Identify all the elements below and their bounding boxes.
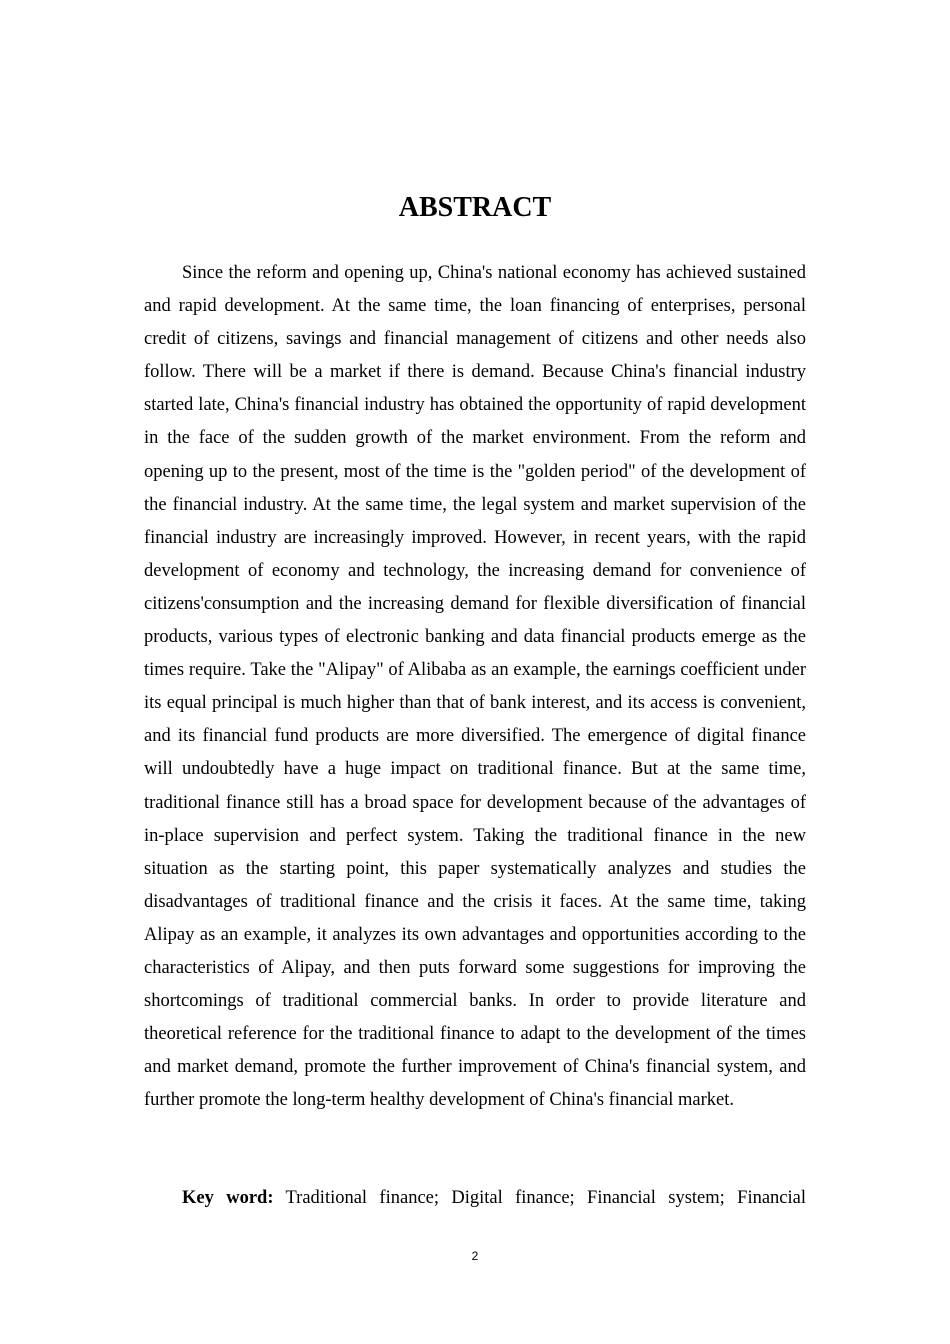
abstract-body: Since the reform and opening up, China's national economy has achieved sustained and rapid development. At the same time, the loan financing of enterprises, personal credit of citizens, savings and financial management of citizens and other needs also follow. There will be a market if there is demand. Because China's financial industry started late, China's financial industry has obtained the opportunity of rapid development in the face of the sudden growth of the market environment. From the reform and opening up to the present, most of the time is the "golden period" of the development of the financial industry. At the same time, the legal system and market supervision of the financial industry are increasingly improved. However, in recent years, with the rapid development of economy and technology, the increasing demand for convenience of citizens'consumption and the increasing demand for flexible diversification of financial products, various types of electronic banking and data financial products emerge as the times require. Take the "Alipay" of Alibaba as an example, the earnings coefficient under its equal principal is much higher than that of bank interest, and its access is convenient, and its financial fund products are more diversified. The emergence of digital finance will undoubtedly have a huge impact on traditional finance. But at the same time, traditional finance still has a broad space for development because of the advantages of in-place supervision and perfect system. Taking the traditional finance in the new situation as the starting point, this paper systematically analyzes and studies the disadvantages of traditional finance and the crisis it faces. At the same time, taking Alipay as an example, it analyzes its own advantages and opportunities according to the characteristics of Alipay, and then puts forward some suggestions for improving the shortcomings of traditional commercial banks. In order to provide literature and theoretical reference for the traditional finance to adapt to the development of the times and market demand, promote the further improvement of China's financial system, and further promote the long-term healthy development of China's financial market. — [144, 263, 806, 1111]
keywords-line — [144, 1182, 806, 1215]
abstract-title: ABSTRACT — [398, 192, 552, 223]
keywords-value: Traditional finance; Digital finance; Financial system; Financial — [285, 1188, 806, 1208]
page-number: 2 — [471, 1249, 479, 1263]
keywords-label: Key word: — [182, 1188, 274, 1208]
